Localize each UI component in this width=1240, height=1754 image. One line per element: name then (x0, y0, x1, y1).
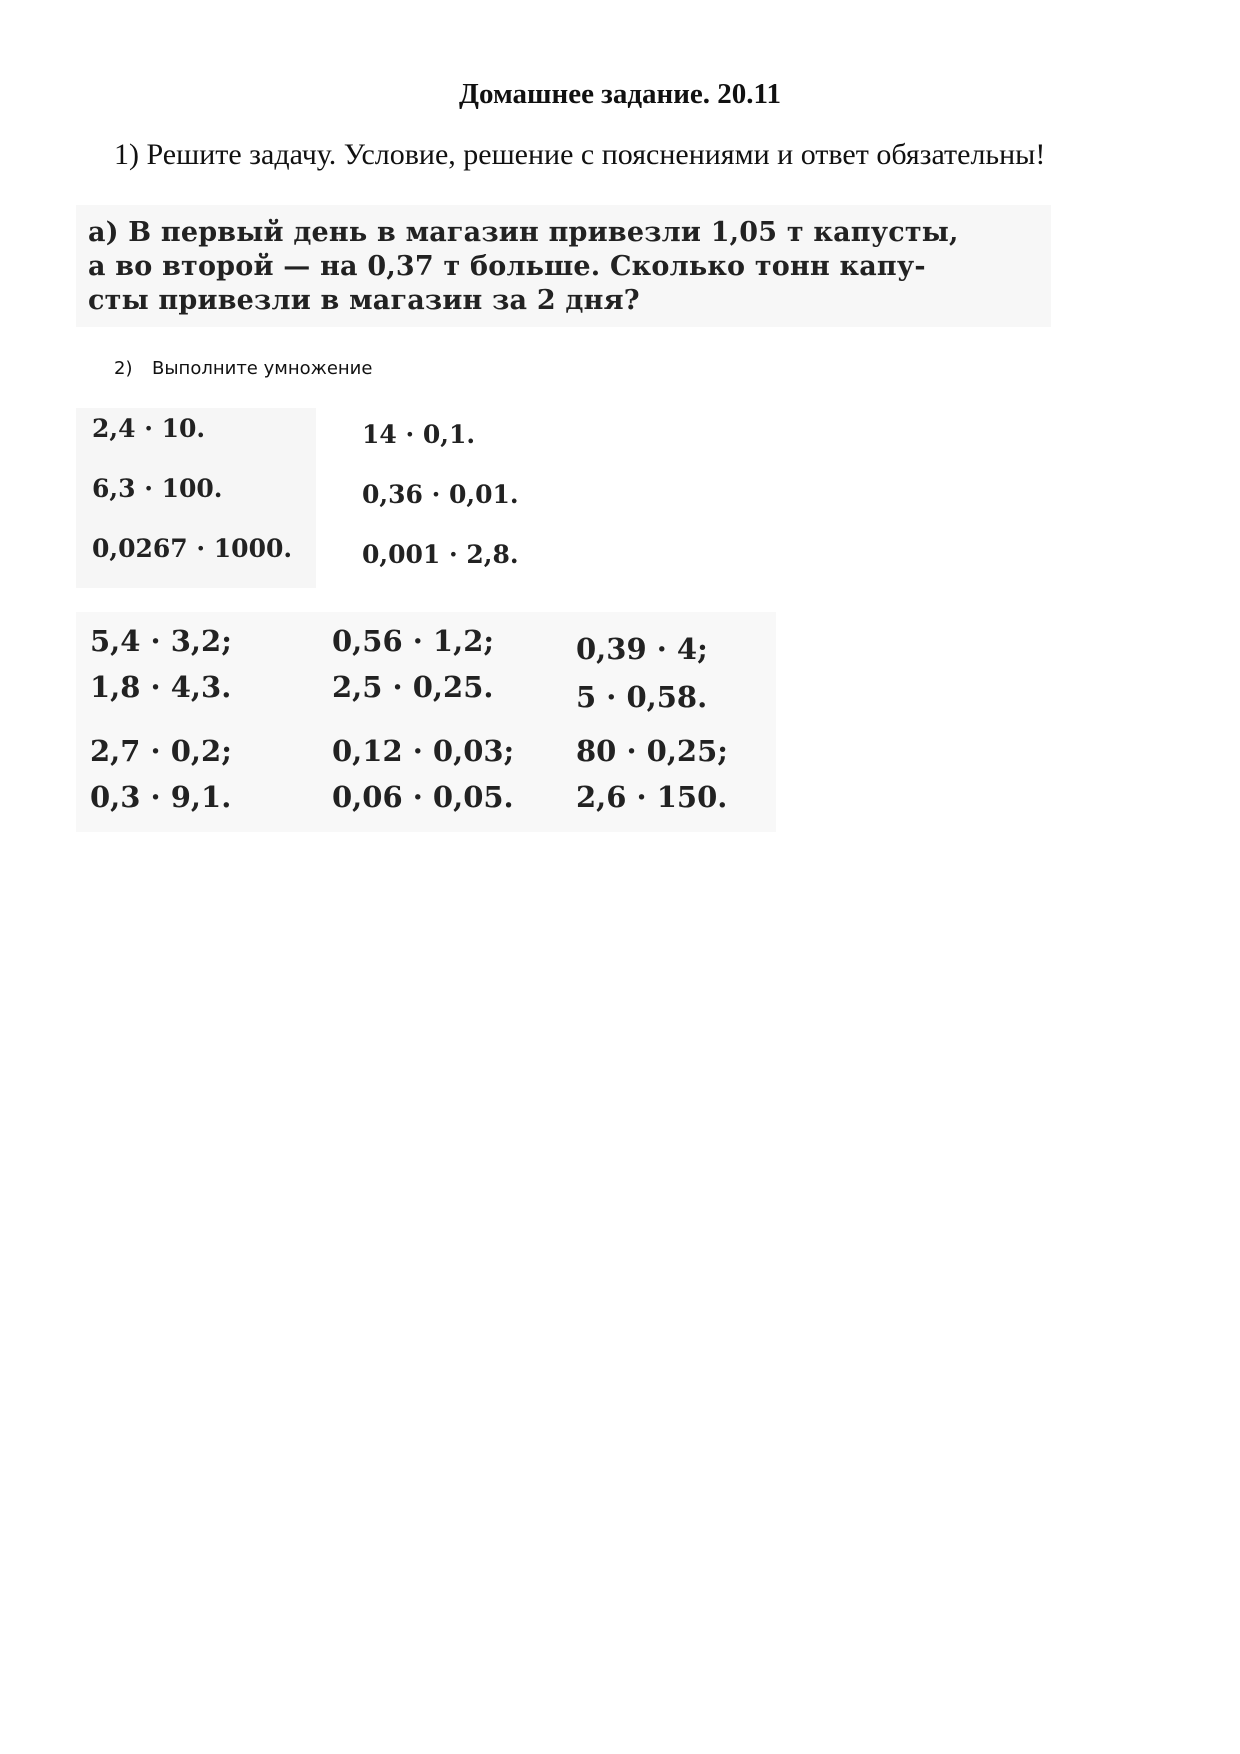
page-title: Домашнее задание. 20.11 (459, 78, 781, 110)
expression: 0,39 · 4; (576, 632, 708, 666)
expression: 2,5 · 0,25. (332, 670, 494, 704)
expression: 0,001 · 2,8. (362, 540, 519, 569)
task1-instruction: 1) Решите задачу. Условие, решение с пояснениями и ответ обязательны! (114, 138, 1046, 171)
expression: 0,12 · 0,03; (332, 734, 515, 768)
expression: 6,3 · 100. (92, 474, 223, 503)
problem-line: сты привезли в магазин за 2 дня? (88, 285, 640, 316)
expression: 0,3 · 9,1. (90, 780, 232, 814)
expression: 14 · 0,1. (362, 420, 476, 449)
expression: 5,4 · 3,2; (90, 624, 232, 658)
expression: 2,4 · 10. (92, 414, 206, 443)
expression: 2,7 · 0,2; (90, 734, 232, 768)
problem-line: а во второй — на 0,37 т больше. Сколько тонн капу- (88, 251, 926, 282)
expression: 0,56 · 1,2; (332, 624, 495, 658)
expression: 0,36 · 0,01. (362, 480, 519, 509)
expression: 2,6 · 150. (576, 780, 728, 814)
problem-line: а) В первый день в магазин привезли 1,05 т капусты, (88, 217, 959, 248)
expression: 5 · 0,58. (576, 680, 708, 714)
task2-number: 2) (114, 358, 133, 379)
task2-label: Выполните умножение (152, 358, 373, 379)
task2-instruction (114, 358, 372, 379)
expression: 1,8 · 4,3. (90, 670, 232, 704)
expression: 80 · 0,25; (576, 734, 728, 768)
word-problem (88, 216, 1048, 318)
expression: 0,0267 · 1000. (92, 534, 293, 563)
expression: 0,06 · 0,05. (332, 780, 514, 814)
